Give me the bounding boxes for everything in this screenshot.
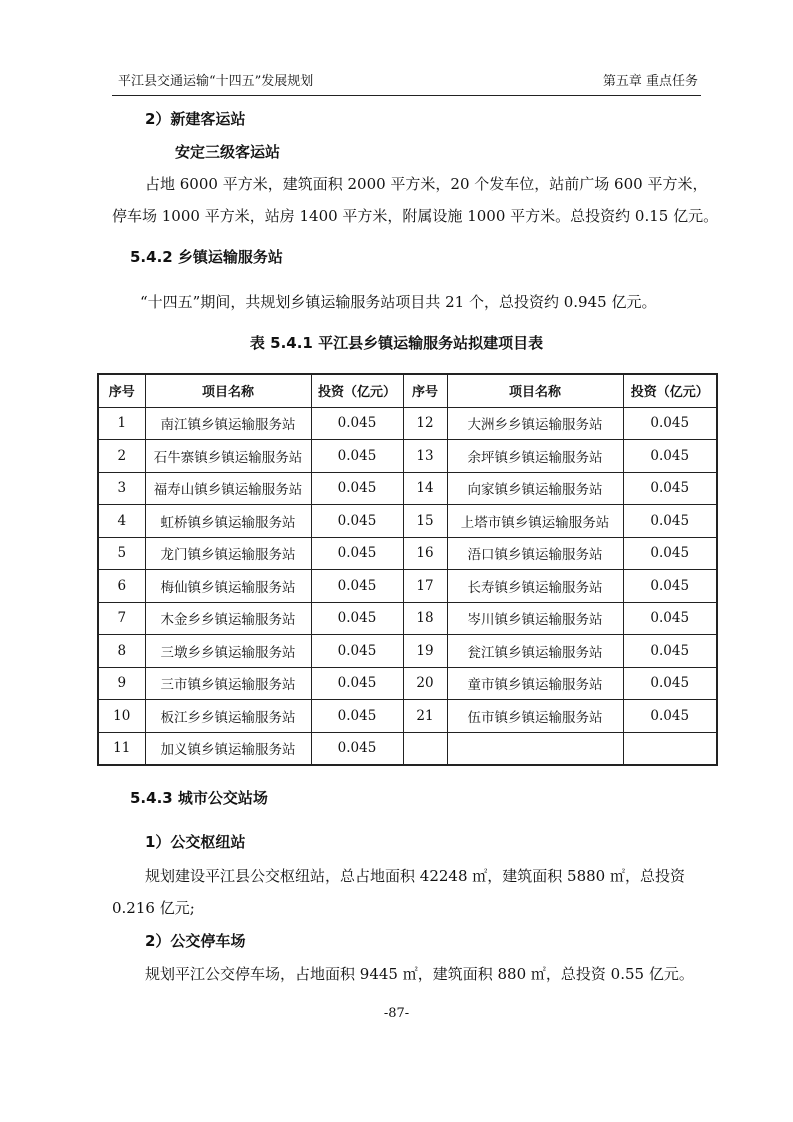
table-row [98,667,717,700]
cell-index: 4 [98,505,145,538]
cell-project-name: 虹桥镇乡镇运输服务站 [145,505,311,538]
cell-index: 13 [403,440,447,473]
cell-index: 10 [98,700,145,733]
col-header-index: 序号 [403,374,447,407]
cell-project-name: 瓮江镇乡镇运输服务站 [447,635,623,668]
cell-project-name: 三墩乡乡镇运输服务站 [145,635,311,668]
cell-investment: 0.045 [311,537,403,570]
cell-project-name: 大洲乡乡镇运输服务站 [447,407,623,440]
cell-project-name: 伍市镇乡镇运输服务站 [447,700,623,733]
cell-project-name: 三市镇乡镇运输服务站 [145,667,311,700]
cell-index: 6 [98,570,145,603]
cell-index: 14 [403,472,447,505]
cell-project-name: 加义镇乡镇运输服务站 [145,732,311,765]
cell-index: 9 [98,667,145,700]
table-row [98,732,717,765]
cell-investment: 0.045 [623,667,717,700]
cell-project-name: 长寿镇乡镇运输服务站 [447,570,623,603]
cell-investment: 0.045 [311,667,403,700]
cell-index: 16 [403,537,447,570]
subheading-bus-hub: 1）公交枢纽站 [145,833,246,851]
cell-project-name: 石牛寨镇乡镇运输服务站 [145,440,311,473]
cell-index: 19 [403,635,447,668]
table-row [98,440,717,473]
heading-new-station: 2）新建客运站 [145,110,246,128]
paragraph-line: “十四五”期间，共规划乡镇运输服务站项目共 21 个，总投资约 0.945 亿元。 [140,293,657,311]
table-title: 表 5.4.1 平江县乡镇运输服务站拟建项目表 [249,334,544,352]
cell-index: 17 [403,570,447,603]
cell-investment [623,732,717,765]
cell-project-name: 上塔市镇乡镇运输服务站 [447,505,623,538]
cell-investment: 0.045 [311,635,403,668]
cell-investment: 0.045 [311,732,403,765]
cell-project-name [447,732,623,765]
cell-project-name: 余坪镇乡镇运输服务站 [447,440,623,473]
col-header-name: 项目名称 [145,374,311,407]
cell-investment: 0.045 [623,700,717,733]
col-header-name: 项目名称 [447,374,623,407]
cell-investment: 0.045 [311,505,403,538]
paragraph-line: 0.216 亿元; [112,899,195,917]
paragraph-line: 占地 6000 平方米，建筑面积 2000 平方米，20 个发车位，站前广场 600 平方米， [145,175,708,193]
paragraph-line: 规划平江公交停车场，占地面积 9445 ㎡，建筑面积 880 ㎡，总投资 0.55 亿元。 [145,965,694,983]
cell-investment: 0.045 [623,505,717,538]
cell-project-name: 龙门镇乡镇运输服务站 [145,537,311,570]
paragraph-line: 停车场 1000 平方米，站房 1400 平方米，附属设施 1000 平方米。总投资约 0.15 亿元。 [112,207,719,225]
cell-investment: 0.045 [311,407,403,440]
cell-investment: 0.045 [311,570,403,603]
cell-investment: 0.045 [311,440,403,473]
cell-investment: 0.045 [623,570,717,603]
cell-investment: 0.045 [311,472,403,505]
section-heading-5-4-3: 5.4.3 城市公交站场 [130,789,268,807]
table-row [98,635,717,668]
cell-investment: 0.045 [623,407,717,440]
cell-investment: 0.045 [623,537,717,570]
page-number: -87- [383,1006,410,1021]
header-chapter: 第五章 重点任务 [602,74,698,89]
cell-index: 18 [403,602,447,635]
cell-index: 20 [403,667,447,700]
cell-investment: 0.045 [623,440,717,473]
table-row [98,570,717,603]
col-header-investment: 投资（亿元） [311,374,403,407]
table-row [98,700,717,733]
section-heading-5-4-2: 5.4.2 乡镇运输服务站 [130,248,283,266]
cell-project-name: 童市镇乡镇运输服务站 [447,667,623,700]
cell-investment: 0.045 [623,635,717,668]
table-row [98,602,717,635]
cell-investment: 0.045 [623,472,717,505]
cell-index: 21 [403,700,447,733]
table-row [98,505,717,538]
cell-index: 15 [403,505,447,538]
cell-index: 7 [98,602,145,635]
cell-index: 11 [98,732,145,765]
cell-project-name: 福寿山镇乡镇运输服务站 [145,472,311,505]
cell-project-name: 梅仙镇乡镇运输服务站 [145,570,311,603]
cell-project-name: 南江镇乡镇运输服务站 [145,407,311,440]
subheading-bus-depot: 2）公交停车场 [145,932,246,950]
col-header-investment: 投资（亿元） [623,374,717,407]
table-row [98,537,717,570]
col-header-index: 序号 [98,374,145,407]
cell-index: 2 [98,440,145,473]
table-body [98,407,717,765]
cell-index [403,732,447,765]
cell-project-name: 岑川镇乡镇运输服务站 [447,602,623,635]
cell-project-name: 向家镇乡镇运输服务站 [447,472,623,505]
cell-project-name: 浯口镇乡镇运输服务站 [447,537,623,570]
cell-investment: 0.045 [311,602,403,635]
cell-investment: 0.045 [623,602,717,635]
cell-index: 5 [98,537,145,570]
cell-investment: 0.045 [311,700,403,733]
header-divider [112,95,701,96]
table-row [98,407,717,440]
cell-index: 3 [98,472,145,505]
table-header-row [98,374,717,407]
subheading-anding-station: 安定三级客运站 [175,143,281,161]
cell-index: 8 [98,635,145,668]
cell-index: 1 [98,407,145,440]
header-doc-title: 平江县交通运输“十四五”发展规划 [118,74,314,89]
cell-index: 12 [403,407,447,440]
project-table [97,373,718,766]
cell-project-name: 木金乡乡镇运输服务站 [145,602,311,635]
cell-project-name: 板江乡乡镇运输服务站 [145,700,311,733]
paragraph-line: 规划建设平江县公交枢纽站，总占地面积 42248 ㎡，建筑面积 5880 ㎡，总投资 [145,867,685,885]
table-row [98,472,717,505]
